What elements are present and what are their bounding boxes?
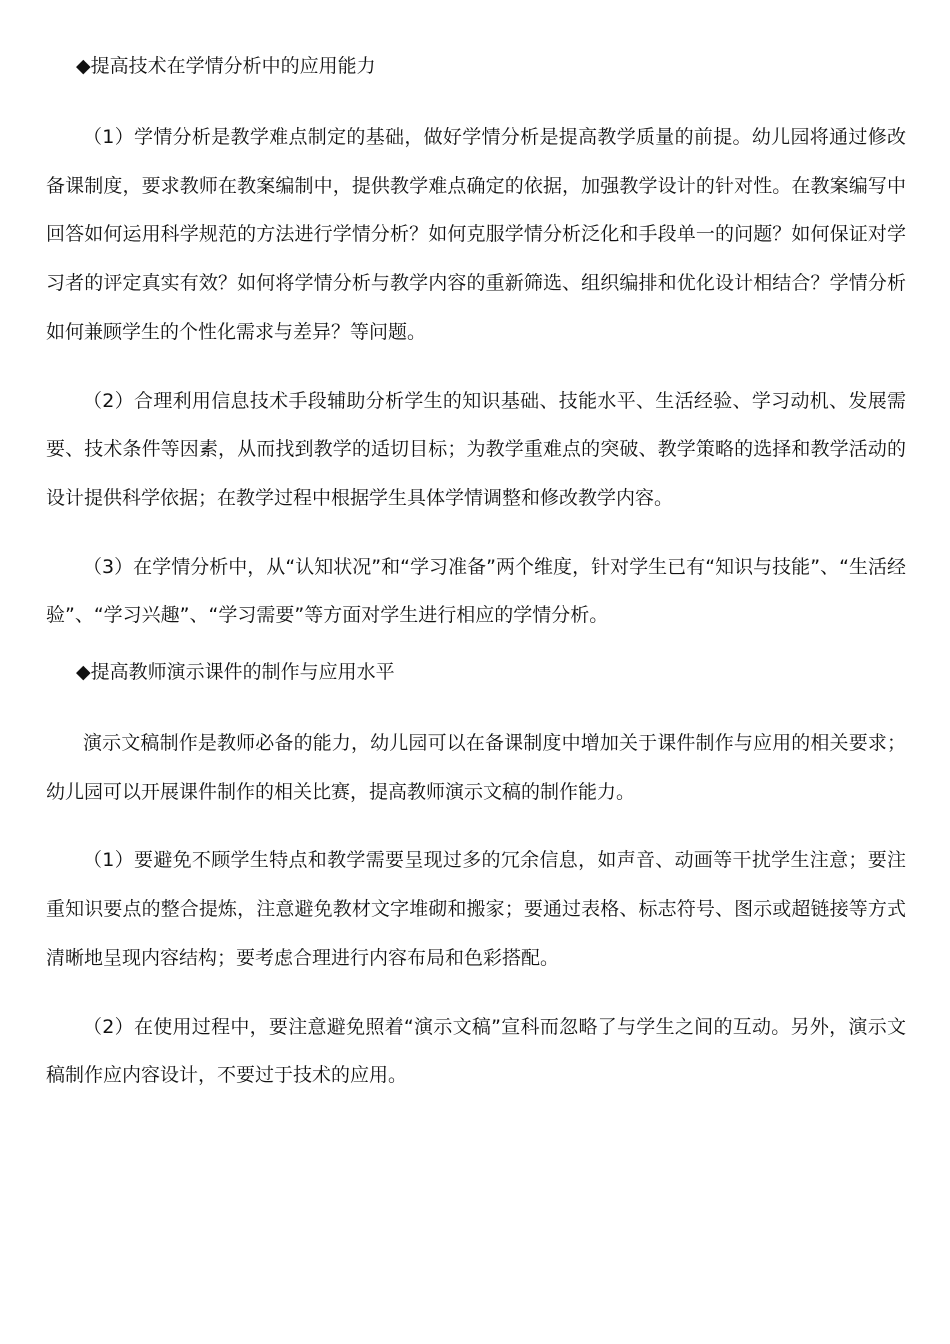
section-heading-learning-analysis: ◆提高技术在学情分析中的应用能力 bbox=[76, 55, 376, 77]
paragraph-learning-analysis-3: （3）在学情分析中，从“认知状况”和“学习准备”两个维度，针对学生已有“知识与技能”、“生活经验”、“学习兴趣”、“学习需要”等方面对学生进行相应的学情分析。 bbox=[46, 555, 906, 627]
paragraph-courseware-intro: 演示文稿制作是教师必备的能力，幼儿园可以在备课制度中增加关于课件制作与应用的相关要求；幼儿园可以开展课件制作的相关比赛，提高教师演示文稿的制作能力。 bbox=[46, 732, 906, 803]
paragraph-courseware-2: （2）在使用过程中，要注意避免照着“演示文稿”宣科而忽略了与学生之间的互动。另外，演示文稿制作应内容设计，不要过于技术的应用。 bbox=[46, 1015, 906, 1087]
paragraph-learning-analysis-1: （1）学情分析是教学难点制定的基础，做好学情分析是提高教学质量的前提。幼儿园将通过修改备课制度，要求教师在教案编制中，提供教学难点确定的依据，加强教学设计的针对性。在教案编写中回答如何运用科学规范的方法进行学情分析？如何克服学情分析泛化和手段单一的问题？如何保证对学习者的评定真实有效？如何将学情分析与教学内容的重新筛选、组织编排和优化设计相结合？学情分析如何兼顾学生的个性化需求与差异？等问题。 bbox=[46, 126, 906, 343]
paragraph-learning-analysis-2: （2）合理利用信息技术手段辅助分析学生的知识基础、技能水平、生活经验、学习动机、发展需要、技术条件等因素，从而找到教学的适切目标；为教学重难点的突破、教学策略的选择和教学活动的设计提供科学依据；在教学过程中根据学生具体学情调整和修改教学内容。 bbox=[46, 389, 906, 509]
paragraph-courseware-1: （1）要避免不顾学生特点和教学需要呈现过多的冗余信息，如声音、动画等干扰学生注意；要注重知识要点的整合提炼，注意避免教材文字堆砌和搬家；要通过表格、标志符号、图示或超链接等方式清晰地呈现内容结构；要考虑合理进行内容布局和色彩搭配。 bbox=[46, 849, 906, 969]
document-page bbox=[46, 40, 906, 1120]
section-heading-courseware: ◆提高教师演示课件的制作与应用水平 bbox=[76, 661, 395, 684]
